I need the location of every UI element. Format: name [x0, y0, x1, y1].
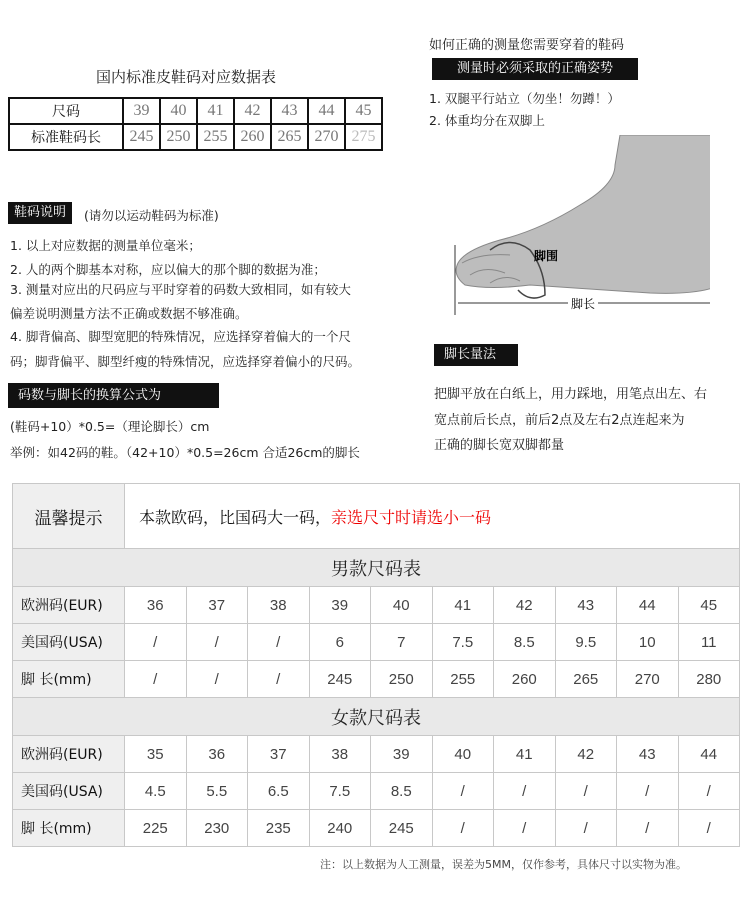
- cell: 7: [371, 624, 433, 661]
- cell: /: [555, 773, 617, 810]
- table-row: [13, 624, 740, 661]
- cell: 6.5: [248, 773, 310, 810]
- cell: 36: [186, 736, 248, 773]
- tip-highlight: 亲选尺寸时请选小一码: [331, 507, 492, 527]
- measure-item: 2. 体重均分在双脚上: [429, 113, 545, 128]
- cell: /: [678, 773, 740, 810]
- foot-illustration: [450, 135, 710, 320]
- cell: 41: [432, 587, 494, 624]
- cell: 10: [617, 624, 679, 661]
- cell: 41: [494, 736, 556, 773]
- tip-row: [13, 484, 740, 549]
- note-item: 1. 以上对应数据的测量单位毫米；: [10, 238, 201, 253]
- cell: 42: [234, 98, 271, 124]
- cell: 245: [123, 124, 160, 150]
- tip-label: 温馨提示: [13, 484, 125, 549]
- tip-text-main: 本款欧码，比国码大一码，: [139, 507, 332, 527]
- cell: 40: [432, 736, 494, 773]
- table-row: [13, 661, 740, 698]
- cell: 270: [308, 124, 345, 150]
- cell: 45: [678, 587, 740, 624]
- notes-badge-suffix: (请勿以运动鞋码为标准): [84, 208, 219, 223]
- cell: 38: [248, 587, 310, 624]
- cell: /: [186, 661, 248, 698]
- cell: 40: [160, 98, 197, 124]
- cell: 275: [345, 124, 382, 150]
- cell: 44: [617, 587, 679, 624]
- men-title-row: [13, 549, 740, 587]
- cell: 41: [197, 98, 234, 124]
- note-item: 3. 测量对应出的尺码应与平时穿着的码数大致相同，如有较大: [10, 282, 351, 297]
- cell: /: [678, 810, 740, 847]
- cell: 36: [125, 587, 187, 624]
- cell: 265: [271, 124, 308, 150]
- measure-title: 如何正确的测量您需要穿着的鞋码: [429, 38, 625, 53]
- cell: 39: [123, 98, 160, 124]
- row-label: 美国码(USA): [13, 773, 125, 810]
- cell: 38: [309, 736, 371, 773]
- cell: 8.5: [371, 773, 433, 810]
- cell: /: [432, 773, 494, 810]
- formula-example: 举例：如42码的鞋。（42+10）*0.5=26cm 合适26cm的脚长: [10, 445, 360, 460]
- cell: 250: [160, 124, 197, 150]
- note-item: 偏差说明测量方法不正确或数据不够准确。: [10, 306, 248, 321]
- cell: /: [125, 661, 187, 698]
- women-table-title: 女款尺码表: [13, 698, 740, 736]
- men-table-title: 男款尺码表: [13, 549, 740, 587]
- method-line: 把脚平放在白纸上，用力踩地，用笔点出左、右: [434, 387, 708, 402]
- row-label: 欧洲码(EUR): [13, 736, 125, 773]
- cell: 4.5: [125, 773, 187, 810]
- cell: 11: [678, 624, 740, 661]
- cell: 37: [186, 587, 248, 624]
- table-row: [13, 810, 740, 847]
- cell: 8.5: [494, 624, 556, 661]
- cell: 260: [234, 124, 271, 150]
- cell: 35: [125, 736, 187, 773]
- cell: /: [617, 810, 679, 847]
- table-row: [13, 587, 740, 624]
- cn-table-title: 国内标准皮鞋码对应数据表: [96, 68, 277, 86]
- women-title-row: [13, 698, 740, 736]
- method-badge: 脚长量法: [434, 344, 518, 366]
- size-table: [12, 483, 740, 847]
- table-row: [13, 773, 740, 810]
- row-label: 标准鞋码长: [9, 124, 123, 150]
- note-item: 2. 人的两个脚基本对称，应以偏大的那个脚的数据为准；: [10, 262, 326, 277]
- cell: 42: [494, 587, 556, 624]
- cell: 225: [125, 810, 187, 847]
- cell: 42: [555, 736, 617, 773]
- cell: 44: [678, 736, 740, 773]
- cell: /: [494, 773, 556, 810]
- row-label: 美国码(USA): [13, 624, 125, 661]
- cell: 43: [271, 98, 308, 124]
- formula-badge: 码数与脚长的换算公式为: [8, 383, 219, 408]
- cell: /: [248, 624, 310, 661]
- row-label: 欧洲码(EUR): [13, 587, 125, 624]
- cell: 255: [432, 661, 494, 698]
- cell: 37: [248, 736, 310, 773]
- cell: /: [494, 810, 556, 847]
- foot-girth-label: 脚围: [533, 249, 559, 263]
- cell: 265: [555, 661, 617, 698]
- cell: 44: [308, 98, 345, 124]
- cell: 7.5: [309, 773, 371, 810]
- cell: 39: [309, 587, 371, 624]
- table-row: [9, 98, 382, 124]
- cell: 245: [371, 810, 433, 847]
- cell: /: [617, 773, 679, 810]
- cell: 230: [186, 810, 248, 847]
- cn-size-table: [8, 97, 383, 151]
- cell: 39: [371, 736, 433, 773]
- method-line: 正确的脚长宽双脚都量: [434, 438, 565, 453]
- cell: 260: [494, 661, 556, 698]
- cell: 245: [309, 661, 371, 698]
- method-line: 宽点前后长点，前后2点及左右2点连起来为: [434, 413, 685, 428]
- measure-item: 1. 双腿平行站立（勿坐！勿蹲！）: [429, 91, 620, 106]
- foot-length-label: 脚长: [570, 297, 596, 311]
- row-label: 尺码: [9, 98, 123, 124]
- cell: 43: [617, 736, 679, 773]
- tip-text: [125, 484, 740, 549]
- cell: 43: [555, 587, 617, 624]
- cell: 250: [371, 661, 433, 698]
- cell: /: [125, 624, 187, 661]
- row-label: 脚 长(mm): [13, 810, 125, 847]
- note-item: 码；脚背偏平、脚型纤瘦的特殊情况，应选择穿着偏小的尺码。: [10, 354, 361, 369]
- table-row: [13, 736, 740, 773]
- cell: 40: [371, 587, 433, 624]
- table-row: [9, 124, 382, 150]
- cell: 240: [309, 810, 371, 847]
- cell: 235: [248, 810, 310, 847]
- cell: 9.5: [555, 624, 617, 661]
- note-item: 4. 脚背偏高、脚型宽肥的特殊情况，应选择穿着偏大的一个尺: [10, 329, 351, 344]
- cell: 270: [617, 661, 679, 698]
- footnote: 注：以上数据为人工测量，误差为5MM，仅作参考，具体尺寸以实物为准。: [320, 858, 687, 871]
- row-label: 脚 长(mm): [13, 661, 125, 698]
- cell: 7.5: [432, 624, 494, 661]
- measure-badge: 测量时必须采取的正确姿势: [432, 58, 638, 80]
- cell: 255: [197, 124, 234, 150]
- cell: /: [248, 661, 310, 698]
- cell: /: [555, 810, 617, 847]
- cell: /: [432, 810, 494, 847]
- cell: 6: [309, 624, 371, 661]
- cell: 280: [678, 661, 740, 698]
- formula-line: (鞋码+10）*0.5=（理论脚长）cm: [10, 419, 210, 434]
- cell: 5.5: [186, 773, 248, 810]
- cell: 45: [345, 98, 382, 124]
- notes-badge: 鞋码说明: [8, 202, 72, 224]
- cell: /: [186, 624, 248, 661]
